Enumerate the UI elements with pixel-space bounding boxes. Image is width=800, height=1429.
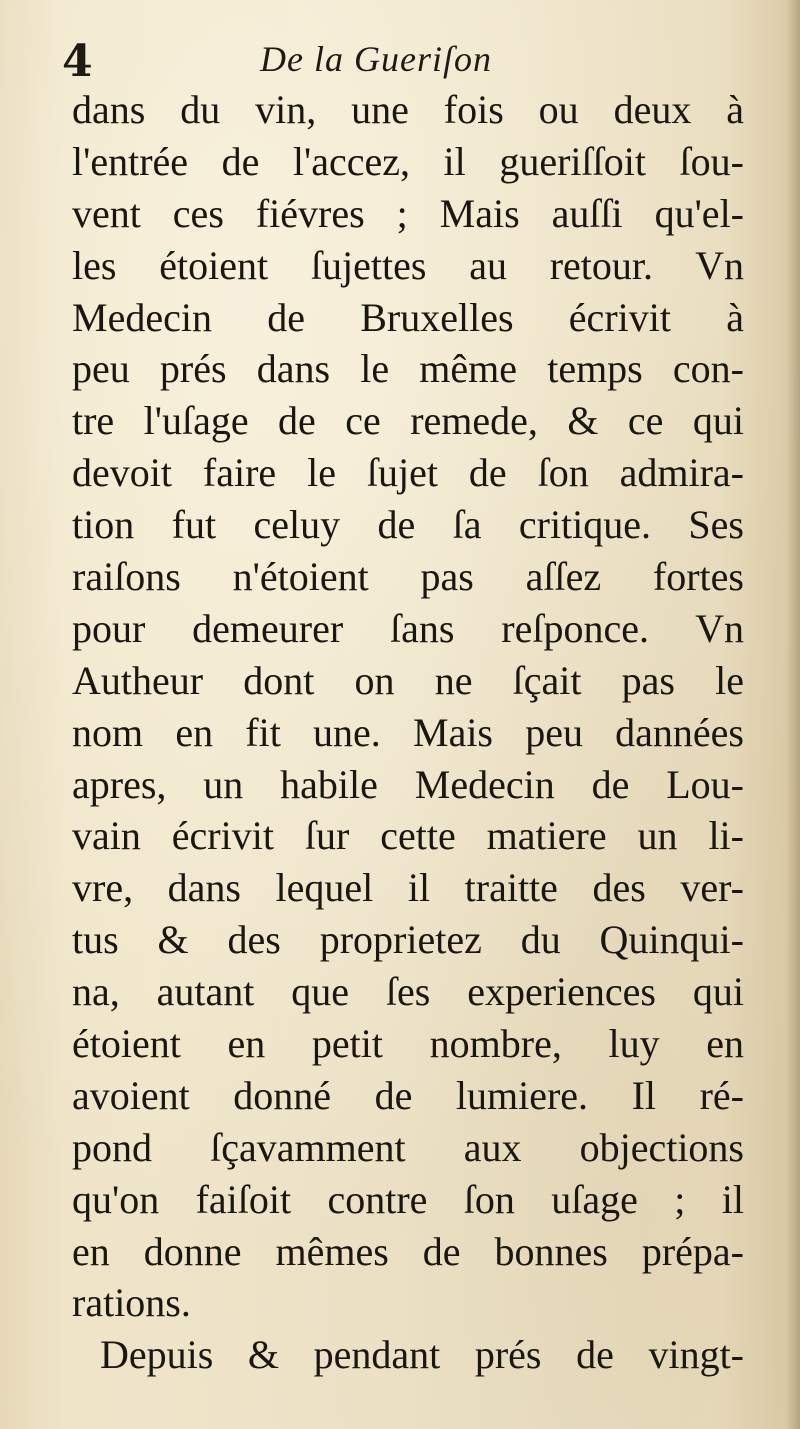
text-line: qu'on faiſoit contre ſon uſage ; il [72, 1176, 744, 1222]
text-line: dans du vin, une fois ou deux à [72, 87, 744, 132]
text-line: Medecin de Bruxelles écrivit à [72, 294, 744, 340]
body-text [72, 84, 744, 1381]
text-line: raiſons n'étoient pas aſſez fortes [72, 554, 744, 600]
paragraph-end-line: rations. [72, 1280, 191, 1326]
text-line: vain écrivit ſur cette matiere un li- [72, 813, 744, 859]
text-line: en donne mêmes de bonnes prépa- [72, 1228, 744, 1274]
text-line: avoient donné de lumiere. Il ré- [72, 1072, 744, 1118]
text-line: l'entrée de l'accez, il gueriſſoit ſou- [72, 138, 744, 184]
text-line: vre, dans lequel il traitte des ver- [72, 865, 744, 911]
text-line: nom en fit une. Mais peu dannées [72, 709, 744, 755]
page-edge-shadow [786, 0, 800, 1429]
running-head: De la Gueriſon [260, 39, 492, 79]
text-line: na, autant que ſes experiences qui [72, 969, 744, 1015]
text-line: pond ſçavamment aux objections [72, 1124, 744, 1170]
text-line: tre l'uſage de ce remede, & ce qui [72, 398, 744, 444]
text-line: Autheur dont on ne ſçait pas le [72, 657, 744, 703]
text-line: pour demeurer ſans reſponce. Vn [72, 605, 744, 651]
page-number: 4 [62, 36, 93, 87]
text-line: les étoient ſujettes au retour. Vn [72, 242, 744, 288]
text-line: tus & des proprietez du Quinqui- [72, 917, 744, 963]
paragraph-start-line: Depuis & pendant prés de vingt- [100, 1332, 744, 1378]
text-line: apres, un habile Medecin de Lou- [72, 761, 744, 807]
text-line: peu prés dans le même temps con- [72, 346, 744, 392]
text-line: devoit faire le ſujet de ſon admira- [72, 450, 744, 496]
text-line: tion fut celuy de ſa critique. Ses [72, 502, 744, 548]
text-line: vent ces fiévres ; Mais auſſi qu'el- [72, 190, 744, 236]
text-line: étoient en petit nombre, luy en [72, 1021, 744, 1067]
